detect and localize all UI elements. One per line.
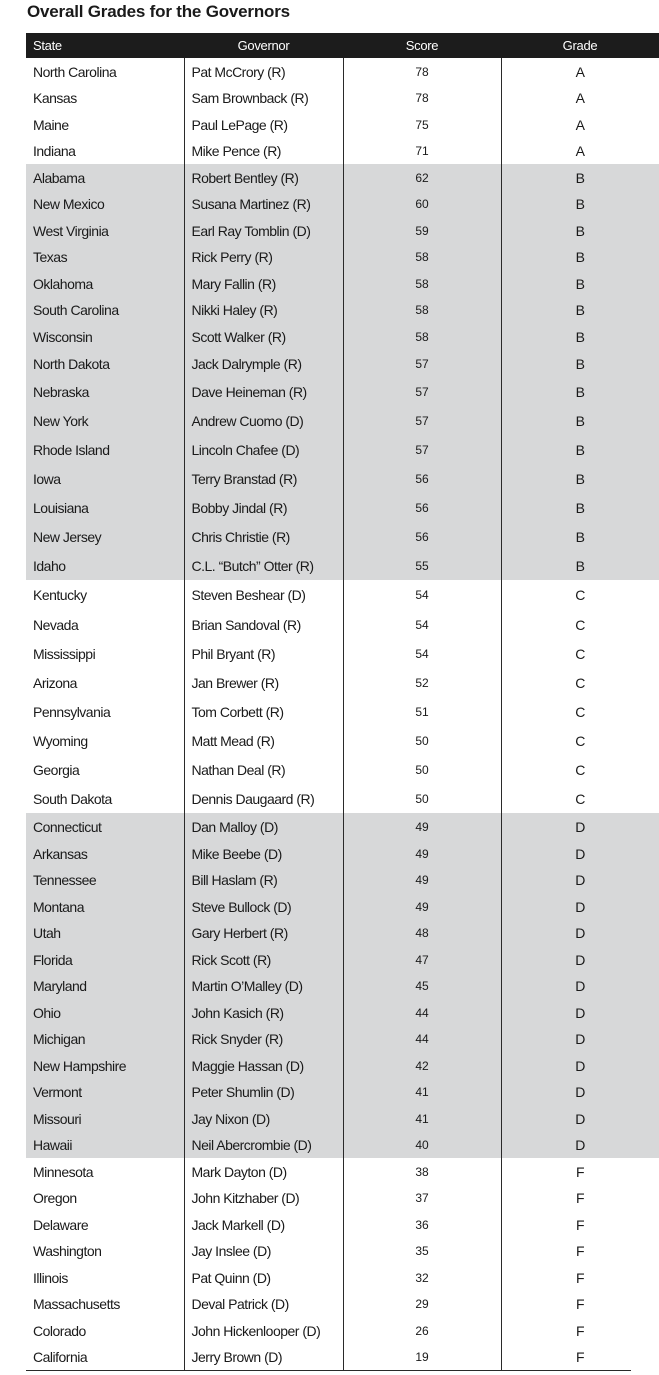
governor-cell: John Kitzhaber (D) [184,1185,343,1211]
table-row [26,697,659,726]
grade-cell: D [501,1079,659,1105]
table-row [26,639,659,668]
grade-cell: D [501,920,659,946]
header-row [26,33,659,58]
grade-cell: A [501,138,659,164]
table-row [26,191,659,217]
score-cell: 50 [415,762,429,777]
governor-cell: C.L. “Butch” Otter (R) [184,551,343,580]
grade-cell: B [501,435,659,464]
grade-cell: D [501,999,659,1026]
grade-cell: B [501,464,659,493]
state-cell: California [33,1349,88,1365]
governor-cell: Jack Dalrymple (R) [184,350,343,377]
state-cell: Washington [33,1243,102,1259]
state-cell: Idaho [33,557,66,574]
grade-cell: B [501,191,659,217]
governor-cell: Jay Nixon (D) [184,1105,343,1132]
score-cell: 58 [415,303,429,317]
score-cell: 62 [415,170,429,185]
grade-cell: A [501,85,659,111]
state-cell: Utah [33,925,61,941]
table-row [26,551,659,580]
governor-cell: Chris Christie (R) [184,522,343,551]
table-header [26,33,659,58]
state-cell: New York [33,412,89,429]
table-row [26,217,659,244]
score-cell: 42 [415,1058,429,1073]
grade-cell: F [501,1317,659,1344]
governor-cell: Mike Pence (R) [184,138,343,164]
table-row [26,1105,659,1132]
grade-cell: C [501,639,659,668]
grade-cell: C [501,726,659,755]
state-cell: Ohio [33,1004,61,1021]
table-row [26,1211,659,1238]
governor-cell: Nikki Haley (R) [184,297,343,323]
table-row [26,1264,659,1291]
state-cell: Missouri [33,1110,82,1127]
grade-cell: F [501,1211,659,1238]
state-cell: Michigan [33,1031,86,1047]
grade-cell: D [501,1105,659,1132]
state-cell: Hawaii [33,1137,73,1153]
governor-cell: Dan Malloy (D) [184,813,343,840]
governor-cell: Steve Bullock (D) [184,893,343,920]
score-cell: 44 [415,1032,429,1046]
governor-cell: Scott Walker (R) [184,323,343,350]
state-cell: Tennessee [33,872,97,888]
grade-cell: C [501,580,659,610]
score-cell: 26 [415,1323,429,1338]
grade-cell: B [501,377,659,406]
table-row [26,1079,659,1105]
score-cell: 49 [415,819,429,834]
table-row [26,1052,659,1079]
governor-cell: Steven Beshear (D) [184,580,343,610]
score-cell: 36 [415,1217,429,1232]
bottom-rule [26,1370,631,1371]
governor-cell: Dennis Daugaard (R) [184,784,343,813]
score-cell: 57 [415,413,429,428]
table-row [26,1158,659,1185]
grade-cell: B [501,270,659,297]
score-cell: 71 [415,144,429,158]
state-cell: Massachusetts [33,1296,120,1312]
score-cell: 40 [415,1138,429,1152]
score-cell: 50 [415,733,429,748]
grade-cell: D [501,973,659,999]
column-header-governor: Governor [237,38,290,53]
score-cell: 32 [415,1270,429,1285]
grade-cell: D [501,840,659,867]
table-row [26,464,659,493]
state-cell: Wisconsin [33,328,93,345]
governor-cell: Neil Abercrombie (D) [184,1132,343,1158]
grade-cell: A [501,111,659,138]
score-cell: 58 [415,250,429,264]
grade-cell: F [501,1291,659,1317]
grade-cell: C [501,668,659,697]
score-cell: 44 [415,1005,429,1020]
grade-cell: C [501,610,659,639]
table-row [26,164,659,191]
governor-cell: Susana Martinez (R) [184,191,343,217]
score-cell: 45 [415,979,429,993]
grade-cell: D [501,813,659,840]
grade-cell: B [501,350,659,377]
score-cell: 52 [415,675,429,690]
score-cell: 60 [415,197,429,211]
governor-cell: Sam Brownback (R) [184,85,343,111]
governor-cell: Earl Ray Tomblin (D) [184,217,343,244]
score-cell: 75 [415,117,429,132]
table-row [26,973,659,999]
grade-cell: D [501,1052,659,1079]
state-cell: Iowa [33,470,61,487]
table-body [26,58,659,1370]
score-cell: 56 [415,471,429,486]
state-cell: Oklahoma [33,275,93,292]
grade-cell: F [501,1185,659,1211]
grade-cell: D [501,867,659,893]
grade-cell: A [501,58,659,85]
state-cell: Arizona [33,674,77,691]
score-cell: 41 [415,1085,429,1099]
governor-cell: John Kasich (R) [184,999,343,1026]
table-row [26,350,659,377]
governor-cell: Peter Shumlin (D) [184,1079,343,1105]
grade-cell: C [501,697,659,726]
grade-cell: B [501,164,659,191]
governor-cell: Dave Heineman (R) [184,377,343,406]
governor-cell: Phil Bryant (R) [184,639,343,668]
governor-cell: Matt Mead (R) [184,726,343,755]
governor-cell: Jack Markell (D) [184,1211,343,1238]
table-row [26,920,659,946]
governor-cell: Bill Haslam (R) [184,867,343,893]
table-row [26,377,659,406]
table-row [26,323,659,350]
governor-cell: Lincoln Chafee (D) [184,435,343,464]
score-cell: 58 [415,329,429,344]
score-cell: 35 [415,1244,429,1258]
grade-cell: F [501,1264,659,1291]
governor-cell: Deval Patrick (D) [184,1291,343,1317]
state-cell: Minnesota [33,1163,94,1180]
state-cell: Delaware [33,1216,89,1233]
state-cell: Kansas [33,90,77,106]
state-cell: Wyoming [33,732,88,749]
score-cell: 54 [415,588,429,602]
grade-cell: F [501,1158,659,1185]
state-cell: Kentucky [33,587,87,603]
table-row [26,1132,659,1158]
table-row [26,946,659,973]
governor-cell: Mary Fallin (R) [184,270,343,297]
state-cell: Vermont [33,1084,82,1100]
grade-cell: B [501,406,659,435]
state-cell: Rhode Island [33,441,110,458]
score-cell: 56 [415,529,429,544]
governor-cell: Mike Beebe (D) [184,840,343,867]
grade-cell: B [501,323,659,350]
table-row [26,1344,659,1370]
grade-cell: B [501,244,659,270]
table-row [26,522,659,551]
state-cell: Connecticut [33,818,102,835]
table-row [26,840,659,867]
governor-cell: Gary Herbert (R) [184,920,343,946]
governor-cell: Brian Sandoval (R) [184,610,343,639]
score-cell: 37 [415,1191,429,1205]
page-title: Overall Grades for the Governors [27,2,290,21]
state-cell: West Virginia [33,222,109,239]
table-row [26,58,659,85]
score-cell: 57 [415,384,429,399]
score-cell: 57 [415,442,429,457]
table-row [26,784,659,813]
table-row [26,111,659,138]
column-header-score: Score [405,38,439,53]
state-cell: Mississippi [33,645,96,662]
table-row [26,1026,659,1052]
table-row [26,1185,659,1211]
score-cell: 19 [415,1350,429,1364]
score-cell: 49 [415,873,429,887]
table-row [26,406,659,435]
governor-cell: Rick Snyder (R) [184,1026,343,1052]
state-cell: Florida [33,951,73,968]
state-cell: North Carolina [33,63,117,80]
grade-cell: F [501,1344,659,1370]
state-cell: New Mexico [33,196,105,212]
state-cell: Indiana [33,143,76,159]
state-cell: South Carolina [33,302,119,318]
governor-cell: Mark Dayton (D) [184,1158,343,1185]
state-cell: Louisiana [33,499,89,516]
score-cell: 50 [415,791,429,806]
table-row [26,1291,659,1317]
state-cell: Alabama [33,169,85,186]
grade-cell: B [501,522,659,551]
table-row [26,435,659,464]
grade-cell: B [501,217,659,244]
state-cell: Texas [33,249,68,265]
state-cell: Oregon [33,1190,77,1206]
grade-cell: C [501,784,659,813]
governor-cell: Martin O’Malley (D) [184,973,343,999]
score-cell: 38 [415,1164,429,1179]
state-cell: New Jersey [33,528,102,545]
score-cell: 49 [415,846,429,861]
score-cell: 55 [415,558,429,573]
table-row [26,85,659,111]
governor-cell: Pat Quinn (D) [184,1264,343,1291]
governor-cell: Paul LePage (R) [184,111,343,138]
governor-cell: Rick Scott (R) [184,946,343,973]
table-row [26,244,659,270]
table-row [26,755,659,784]
table-row [26,813,659,840]
grades-table [26,33,659,1370]
score-cell: 41 [415,1111,429,1126]
governor-cell: Pat McCrory (R) [184,58,343,85]
table-row [26,610,659,639]
score-cell: 51 [415,704,429,719]
state-cell: Nevada [33,616,79,633]
score-cell: 58 [415,276,429,291]
grade-cell: B [501,551,659,580]
score-cell: 78 [415,91,429,105]
score-cell: 49 [415,899,429,914]
governor-cell: Bobby Jindal (R) [184,493,343,522]
column-header-grade: Grade [562,38,598,53]
table-row [26,297,659,323]
table-row [26,138,659,164]
score-cell: 48 [415,926,429,940]
governor-cell: Tom Corbett (R) [184,697,343,726]
state-cell: South Dakota [33,790,112,807]
column-header-state: State [33,38,62,53]
state-cell: Nebraska [33,383,89,400]
table-row [26,867,659,893]
table-row [26,1238,659,1264]
state-cell: Arkansas [33,845,88,862]
governor-cell: Maggie Hassan (D) [184,1052,343,1079]
grade-cell: D [501,1026,659,1052]
grade-cell: D [501,1132,659,1158]
state-cell: Pennsylvania [33,703,111,720]
score-cell: 29 [415,1297,429,1311]
score-cell: 54 [415,617,429,632]
governor-cell: Jan Brewer (R) [184,668,343,697]
state-cell: Montana [33,898,84,915]
governor-cell: Rick Perry (R) [184,244,343,270]
table-row [26,270,659,297]
table-row [26,668,659,697]
grade-cell: C [501,755,659,784]
score-cell: 56 [415,500,429,515]
governor-cell: John Hickenlooper (D) [184,1317,343,1344]
score-cell: 54 [415,646,429,661]
state-cell: Colorado [33,1322,86,1339]
state-cell: Georgia [33,761,80,778]
table-row [26,726,659,755]
governor-cell: Jay Inslee (D) [184,1238,343,1264]
state-cell: New Hampshire [33,1057,127,1074]
state-cell: Maryland [33,978,87,994]
governor-cell: Terry Branstad (R) [184,464,343,493]
grade-cell: B [501,297,659,323]
grade-cell: D [501,893,659,920]
governor-cell: Jerry Brown (D) [184,1344,343,1370]
governor-cell: Nathan Deal (R) [184,755,343,784]
table-row [26,580,659,610]
state-cell: North Dakota [33,355,110,372]
governor-cell: Robert Bentley (R) [184,164,343,191]
table-row [26,1317,659,1344]
table-row [26,999,659,1026]
score-cell: 47 [415,952,429,967]
score-cell: 57 [415,356,429,371]
table-row [26,493,659,522]
grade-cell: D [501,946,659,973]
score-cell: 59 [415,223,429,238]
governor-cell: Andrew Cuomo (D) [184,406,343,435]
score-cell: 78 [415,64,429,79]
state-cell: Illinois [33,1269,68,1286]
state-cell: Maine [33,116,69,133]
grade-cell: B [501,493,659,522]
grade-cell: F [501,1238,659,1264]
table-row [26,893,659,920]
